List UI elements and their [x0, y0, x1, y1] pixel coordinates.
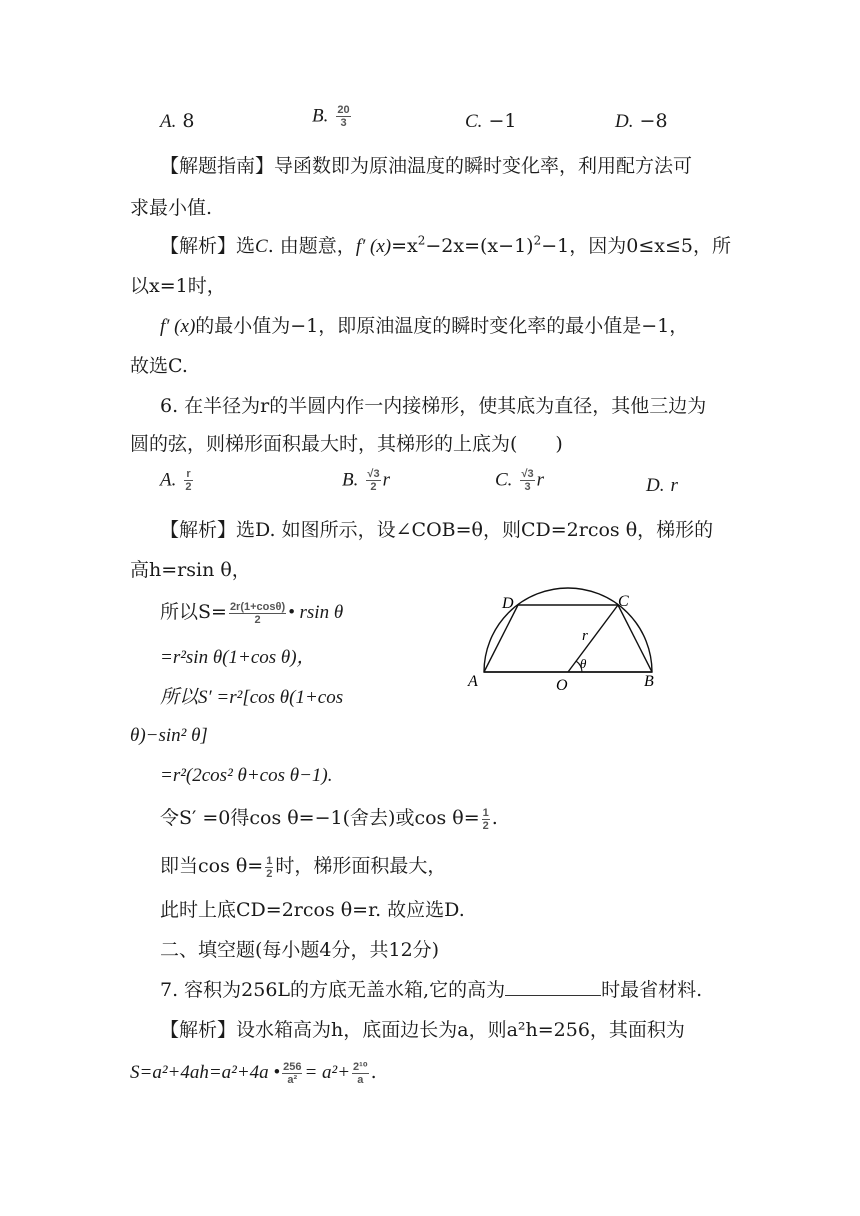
- q6-sol-line6: θ)−sin² θ]: [130, 725, 208, 746]
- q6-sol-line3: 所以S= $\frac{2r(1+\cos\theta)}{2}$ • rsin θ: [160, 600, 344, 626]
- q6-sol-line8: 令S′ =0得cos θ=−1(舍去)或cos θ= $\frac{1}{2}$ .: [160, 806, 498, 832]
- q5-option-b: [312, 104, 353, 129]
- q6-sol-line1: 【解析】选D. 如图所示，设∠COB=θ，则CD=2rcos θ，梯形的: [160, 519, 714, 541]
- option-label: C.: [465, 111, 483, 132]
- option-label: D.: [615, 111, 634, 132]
- chord-ad: [484, 605, 518, 672]
- q6-sol-line9: 即当cos θ= $\frac{1}{2}$ 时，梯形面积最大，: [160, 854, 447, 880]
- option-value: 8: [182, 110, 195, 132]
- q5-option-c: [465, 110, 517, 133]
- q6-option-a: A. $\frac{r}{2}$: [160, 468, 192, 493]
- q5-analysis-line3: f′ (x)的最小值为−1，即原油温度的瞬时变化率的最小值是−1，: [160, 315, 689, 337]
- fraction: $\frac{1}{2}$: [482, 806, 489, 832]
- q5-guide-line2: 求最小值.: [130, 197, 213, 219]
- option-label: A.: [160, 111, 177, 132]
- q5-analysis-line4: 故选C.: [130, 355, 188, 377]
- fraction: $\frac{r}{2}$: [185, 468, 192, 493]
- point-label-a: A: [468, 673, 478, 690]
- q5-guide-line1: 【解题指南】导函数即为原油温度的瞬时变化率，利用配方法可: [160, 155, 693, 177]
- angle-label: θ: [580, 656, 587, 671]
- q5-option-a: [160, 110, 195, 133]
- section-heading: 二、填空题(每小题4分，共12分): [160, 939, 440, 961]
- chord-cb: [618, 605, 652, 672]
- q6-option-b: B. $\frac{√3}{2}$ r: [342, 468, 390, 493]
- fraction: $\frac{256}{\text{a²}}$: [283, 1060, 302, 1086]
- q6-stem-line2: 圆的弦，则梯形面积最大时，其梯形的上底为( ): [130, 433, 563, 455]
- point-label-b: B: [644, 673, 654, 690]
- q6-sol-line10: 此时上底CD=2rcos θ=r. 故应选D.: [160, 899, 465, 921]
- option-label: B.: [312, 105, 329, 127]
- fraction: $\frac{\text{2¹⁰}}{a}$: [353, 1060, 368, 1086]
- fraction: $\frac{√3}{2}$: [367, 468, 380, 493]
- q6-stem-line1: 6. 在半径为r的半圆内作一内接梯形，使其底为直径，其他三边为: [160, 395, 707, 417]
- option-value: −1: [488, 110, 517, 132]
- radius-label: r: [582, 628, 588, 644]
- point-label-o: O: [556, 677, 568, 694]
- point-label-d: D: [502, 595, 514, 612]
- q5-analysis-line2: 以x=1时，: [130, 275, 226, 297]
- q7-sol-line2: S=a²+4ah=a²+4a • $\frac{256}{\text{a²}}$ = a²+ $\frac{\text{2¹⁰}}{a}$ .: [130, 1060, 377, 1086]
- point-label-c: C: [618, 593, 629, 610]
- q6-sol-line5: 所以S′ =r²[cos θ(1+cos: [160, 687, 344, 708]
- q5-option-d: [615, 110, 668, 133]
- q6-option-d: D. r: [646, 475, 678, 496]
- q6-sol-line2: 高h=rsin θ，: [130, 559, 251, 581]
- radius-oc: [568, 605, 618, 672]
- fraction: $\frac{2r(1+\cos\theta)}{2}$: [229, 600, 286, 626]
- semicircle-trapezoid-figure: [460, 586, 680, 696]
- answer-blank[interactable]: [505, 977, 601, 996]
- q6-sol-line7: =r²(2cos² θ+cos θ−1).: [160, 765, 333, 786]
- q7-sol-line1: 【解析】设水箱高为h，底面边长为a，则a²h=256，其面积为: [160, 1019, 685, 1041]
- q6-option-c: C. $\frac{√3}{3}$ r: [495, 468, 545, 493]
- fraction: $\frac{20}{3}$: [337, 104, 350, 129]
- q5-analysis-line1: 【解析】选C. 由题意，f′ $(x)=x^2-2x=(x-1)^2-1$，因为0≤x≤5，所: [160, 233, 731, 257]
- fraction: $\frac{1}{2}$: [266, 854, 273, 880]
- q6-sol-line4: =r²sin θ(1+cos θ)，: [160, 647, 316, 668]
- fraction: $\frac{√3}{3}$: [521, 468, 534, 493]
- q7-stem: 7. 容积为256L的方底无盖水箱,它的高为 时最省材料.: [160, 979, 703, 1001]
- option-value: −8: [639, 110, 668, 132]
